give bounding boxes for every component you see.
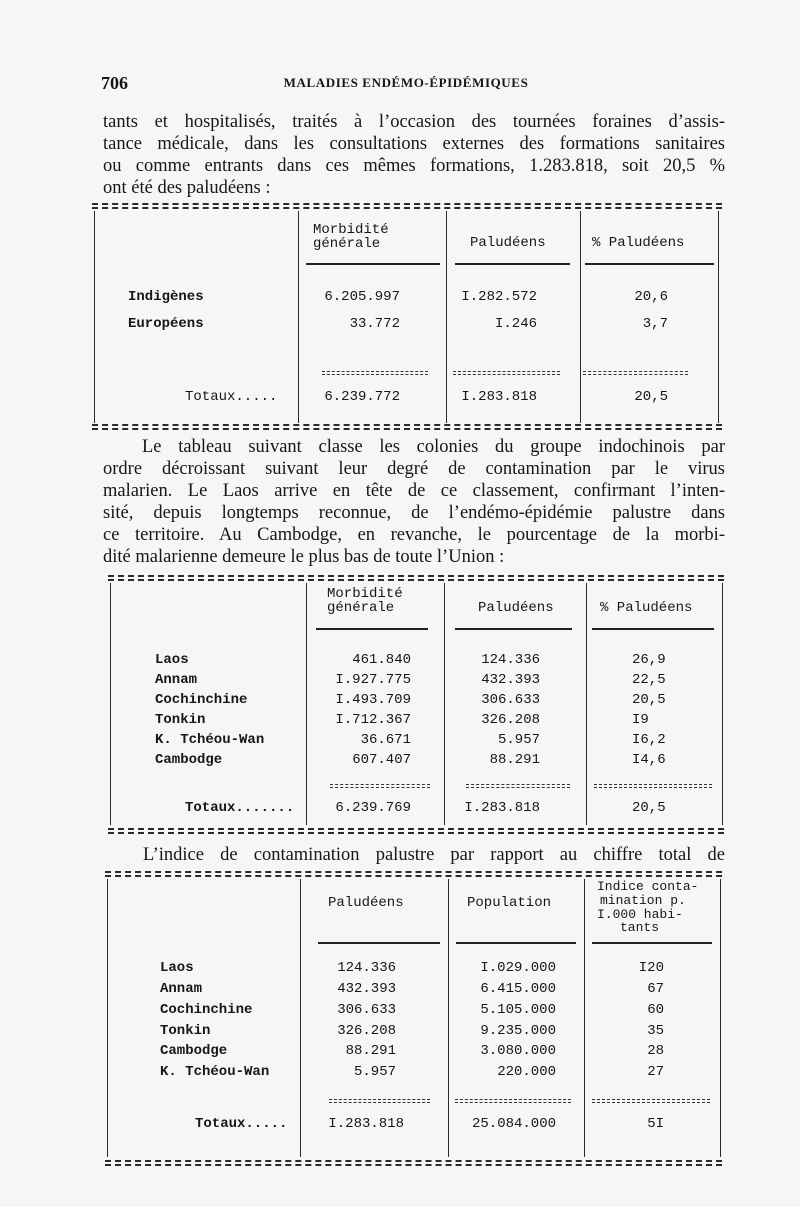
cell-population: 220.000: [497, 1064, 556, 1080]
cell-paludeens: 432.393: [337, 981, 396, 997]
row-label: Cochinchine: [160, 1002, 253, 1018]
text-line: ordre décroissant suivant leur degré de contamination par le virus: [103, 459, 725, 479]
total-morbidite: 6.239.769: [335, 800, 411, 816]
cell-paludeens: 5.957: [497, 732, 540, 748]
total-separator: [322, 371, 428, 375]
cell-paludeens: 326.208: [481, 712, 540, 728]
cell-indice: 35: [647, 1023, 664, 1039]
cell-indice: 27: [647, 1064, 664, 1080]
total-paludeens: I.283.818: [461, 389, 537, 405]
text-line: ou comme entrants dans ces mêmes formations, 1.283.818, soit 20,5 %: [103, 156, 725, 176]
cell-indice: 28: [647, 1043, 664, 1059]
row-label: Cochinchine: [155, 692, 248, 708]
cell-population: 5.105.000: [480, 1002, 556, 1018]
table-right-border: [720, 879, 721, 1157]
column-divider: [298, 211, 299, 423]
text-line: sité, depuis longtemps reconnue, de l’endémo-épidémie palustre dans: [103, 503, 725, 523]
column-divider: [446, 211, 447, 423]
text-line: L’indice de contamination palustre par rapport au chiffre total de: [143, 845, 725, 865]
row-label: Tonkin: [160, 1023, 211, 1039]
row-label: Tonkin: [155, 712, 206, 728]
row-label: Cambodge: [155, 752, 223, 768]
row-label: K. Tchéou-Wan: [155, 732, 265, 748]
cell-pourcentage: 20,6: [634, 289, 668, 305]
column-header: tants: [620, 920, 660, 935]
column-header: mination p.: [600, 893, 686, 908]
cell-morbidite: I.712.367: [335, 712, 411, 728]
cell-paludeens: 124.336: [337, 960, 396, 976]
cell-paludeens: 326.208: [337, 1023, 396, 1039]
cell-indice: I20: [638, 960, 664, 976]
cell-pourcentage: 20,5: [632, 692, 666, 708]
text-line: tance médicale, dans les consultations externes des formations sanitaires: [103, 134, 725, 154]
cell-paludeens: 306.633: [337, 1002, 396, 1018]
column-divider: [448, 879, 449, 1157]
cell-pourcentage: 3,7: [642, 316, 668, 332]
header-underline: [318, 942, 440, 944]
text-line: malarien. Le Laos arrive en tête de ce classement, confirmant l’inten-: [103, 481, 725, 501]
row-label: Annam: [160, 981, 203, 997]
cell-paludeens: 5.957: [353, 1064, 396, 1080]
row-label: K. Tchéou-Wan: [160, 1064, 270, 1080]
total-label: Totaux.....: [195, 1116, 288, 1132]
table-morbidity-by-origin: [0, 203, 800, 433]
total-indice: 5I: [647, 1116, 664, 1132]
column-divider: [300, 879, 301, 1157]
page-number: 706: [101, 73, 128, 93]
column-header: Paludéens: [328, 895, 404, 911]
row-label: Européens: [128, 316, 204, 332]
column-header: générale: [313, 236, 381, 252]
table-bottom-rule: [108, 828, 724, 834]
header-underline: [455, 263, 570, 265]
cell-paludeens: 432.393: [481, 672, 540, 688]
total-separator: [583, 371, 688, 375]
table-bottom-rule: [105, 1160, 722, 1166]
cell-pourcentage: I6,2: [632, 732, 666, 748]
cell-population: 6.415.000: [480, 981, 556, 997]
cell-pourcentage: 22,5: [632, 672, 666, 688]
cell-morbidite: 607.407: [352, 752, 411, 768]
total-morbidite: 6.239.772: [324, 389, 400, 405]
cell-pourcentage: 26,9: [632, 652, 666, 668]
cell-morbidite: I.493.709: [335, 692, 411, 708]
column-header: % Paludéens: [592, 235, 685, 251]
total-paludeens: I.283.818: [328, 1116, 404, 1132]
column-divider: [586, 583, 587, 825]
column-header: % Paludéens: [600, 600, 693, 616]
column-divider: [306, 583, 307, 825]
header-underline: [592, 942, 712, 944]
total-separator: [453, 371, 560, 375]
column-header: générale: [327, 600, 395, 616]
text-line: tants et hospitalisés, traités à l’occasion des tournées foraines d’assis-: [103, 112, 725, 132]
total-paludeens: I.283.818: [464, 800, 540, 816]
table-top-rule: [108, 575, 724, 581]
cell-paludeens: I.246: [494, 316, 537, 332]
header-underline: [456, 942, 576, 944]
text-line: Le tableau suivant classe les colonies du groupe indochinois par: [142, 437, 725, 457]
column-header: Morbidité: [327, 586, 403, 602]
table-contamination-index: [0, 869, 800, 1167]
cell-indice: 67: [647, 981, 664, 997]
cell-paludeens: 306.633: [481, 692, 540, 708]
cell-morbidite: 6.205.997: [324, 289, 400, 305]
row-label: Laos: [160, 960, 194, 976]
total-separator: [329, 1099, 430, 1103]
header-underline: [455, 628, 572, 630]
text-line: ont été des paludéens :: [103, 178, 271, 198]
table-bottom-rule: [92, 424, 722, 430]
table-left-border: [107, 879, 108, 1157]
running-head: MALADIES ENDÉMO-ÉPIDÉMIQUES: [283, 75, 529, 90]
row-label: Annam: [155, 672, 198, 688]
total-separator: [594, 784, 712, 788]
cell-paludeens: 124.336: [481, 652, 540, 668]
total-separator: [592, 1099, 710, 1103]
cell-population: 9.235.000: [480, 1023, 556, 1039]
column-header: Paludéens: [478, 600, 554, 616]
table-left-border: [110, 583, 111, 825]
table-morbidity-by-colony: [0, 573, 800, 837]
table-top-rule: [92, 203, 722, 209]
cell-population: 3.080.000: [480, 1043, 556, 1059]
total-pourcentage: 20,5: [632, 800, 666, 816]
table-right-border: [718, 211, 719, 423]
cell-indice: 60: [647, 1002, 664, 1018]
total-population: 25.084.000: [471, 1116, 556, 1132]
table-left-border: [94, 211, 95, 423]
total-pourcentage: 20,5: [634, 389, 668, 405]
cell-pourcentage: I9: [632, 712, 649, 728]
total-label: Totaux.....: [185, 389, 278, 405]
column-header: Population: [467, 895, 552, 911]
cell-population: I.029.000: [480, 960, 556, 976]
cell-paludeens: 88.291: [345, 1043, 396, 1059]
cell-morbidite: 33.772: [349, 316, 400, 332]
text-line: ce territoire. Au Cambodge, en revanche, le pourcentage de la morbi-: [103, 525, 725, 545]
cell-paludeens: 88.291: [489, 752, 540, 768]
column-header: Morbidité: [313, 222, 389, 238]
row-label: Indigènes: [128, 289, 204, 305]
text-line: dité malarienne demeure le plus bas de toute l’Union :: [103, 547, 505, 567]
total-separator: [330, 784, 430, 788]
total-label: Totaux.......: [185, 800, 295, 816]
table-right-border: [722, 583, 723, 825]
column-header: I.000 habi-: [597, 907, 683, 922]
total-separator: [455, 1099, 571, 1103]
column-divider: [444, 583, 445, 825]
header-underline: [585, 263, 714, 265]
column-divider: [580, 211, 581, 423]
total-separator: [466, 784, 570, 788]
column-divider: [584, 879, 585, 1157]
row-label: Cambodge: [160, 1043, 228, 1059]
column-header: Indice conta-: [597, 879, 699, 894]
column-header: Paludéens: [470, 235, 546, 251]
cell-morbidite: I.927.775: [335, 672, 411, 688]
header-underline: [316, 628, 428, 630]
table-top-rule: [105, 871, 722, 877]
cell-morbidite: 461.840: [352, 652, 411, 668]
header-underline: [592, 628, 714, 630]
header-underline: [306, 263, 440, 265]
cell-paludeens: I.282.572: [461, 289, 537, 305]
row-label: Laos: [155, 652, 189, 668]
cell-morbidite: 36.671: [360, 732, 411, 748]
cell-pourcentage: I4,6: [632, 752, 666, 768]
